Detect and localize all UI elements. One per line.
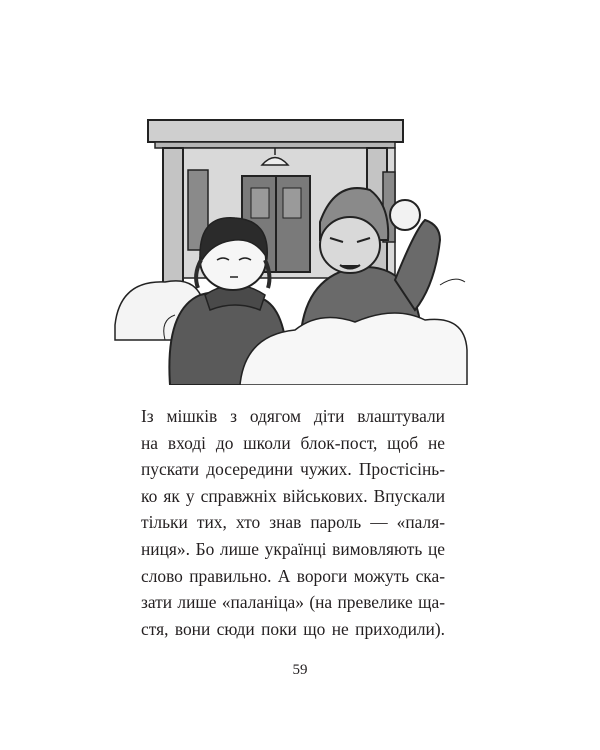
text-line: ко як у справжніх військових. Впускали — [141, 485, 445, 506]
book-illustration — [105, 110, 475, 385]
children-at-school-entrance-illustration — [105, 110, 475, 385]
text-line: Із мішків з одягом діти влаштували — [141, 406, 445, 426]
page-number: 59 — [292, 662, 308, 678]
text-line: стя, вони сюди поки що не приходили). — [141, 618, 445, 639]
body-text — [141, 403, 445, 642]
text-line: слово правильно. А вороги можуть ска- — [141, 565, 445, 586]
text-line: ниця». Бо лише українці вимовляють це — [141, 538, 445, 559]
text-line: зати лише «паланіца» (на превелике ща- — [141, 592, 445, 613]
text-line: пускати досередини чужих. Простісінь- — [141, 459, 445, 480]
text-line: на вході до школи блок-пост, щоб не — [141, 432, 445, 453]
text-line: тільки тих, хто знав пароль — «паля- — [141, 512, 445, 533]
